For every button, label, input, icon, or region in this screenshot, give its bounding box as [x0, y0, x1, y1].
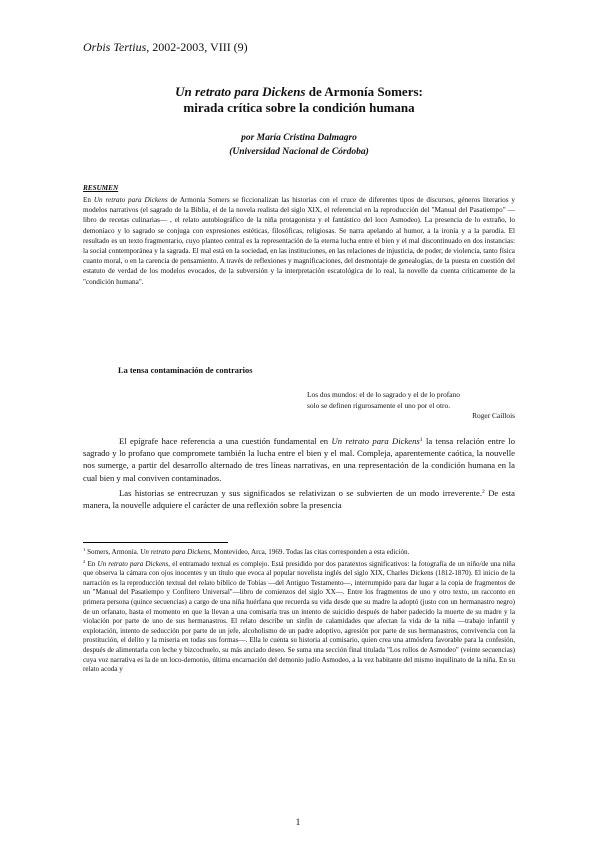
footnote-ref-2[interactable]: 2	[482, 488, 485, 495]
journal-name: Orbis Tertius	[83, 40, 147, 54]
title-rest: de Armonía Somers:	[305, 84, 423, 99]
abstract-body: de Armonía Somers se ficcionalizan las historias con el cruce de diferentes tipos de discursos, géneros literarios y modelos narrativos (el sagrado de la Biblia, el de la novela realista del siglo XIX, el referencial en la reproducción del "Manual del Pasatiempo" —libro de recetas culinarias— , el relato autobiográfico de la niña protagonista y el fantástico del loco Asmodeo). La presencia de lo extraño, lo demoníaco y lo sagrado se conjuga con expresiones estéticas, filosóficas, religiosas. Se narra apelando al humor, a la ironía y a la parodia. El resultado es un texto fragmentario, cuyo planteo central es la representación de la eterna lucha entre el bien y el mal discontinuado en dos instancias: la social contemporánea y la sagrada. El mal está en la sociedad, en las instituciones, en las relaciones de injusticia, de poder, de violencia, tanto física cuanto moral, o en la carencia de pensamiento. A través de reflexiones y magnificaciones, del desmontaje de genealogías, de la puesta en cuestión del estatuto de verdad de los modelos evocados, de la subversión y la interpretación escatológica de lo real, la novelle da cuenta críticamente de la "condición humana".	[83, 196, 515, 286]
footnote-1-italic: Un retrato para Dickens	[140, 548, 210, 556]
p2-start: Las historias se entrecruzan y sus significados se relativizan o se subvierten de un modo irreverente.	[119, 487, 482, 498]
abstract-prefix: En	[83, 196, 94, 204]
article-subtitle: mirada crítica sobre la condición humana	[183, 100, 415, 115]
epigraph-source: Roger Caillois	[472, 411, 515, 420]
footnote-2-italic: Un retrato para Dickens	[97, 559, 169, 568]
footnote-divider	[83, 542, 228, 543]
author-block	[83, 131, 515, 159]
p2-rest: De esta manera, la nouvelle adquiere el carácter de una reflexión sobre la presencia	[83, 487, 515, 511]
title-italic: Un retrato para Dickens	[175, 84, 306, 99]
footnote-2-start: En	[85, 559, 98, 568]
footnote-1-number: 1	[83, 547, 86, 552]
body-paragraph-2	[83, 487, 515, 511]
journal-issue: , 2002-2003, VIII (9)	[146, 40, 248, 54]
p1-rest: la tensa relación entre lo sagrado y lo profano que compromete también la lucha entre el bien y el mal. Compleja, aparentemente caótica, la nouvelle nos sumerge, a partir del desarrollo alternado de tres líneas narrativas, en una representación de la condición humana en la cual bien y mal conviven contaminados.	[83, 436, 515, 483]
epigraph-line-1: Los dos mundos: el de lo sagrado y el de lo profano	[307, 390, 460, 399]
footnote-2-rest: , el entramado textual es complejo. Está presidido por dos paratextos significativos: la fotografía de un niño/de una niña que observa la cámara con ojos inocentes y un título que evoca al popular novelista inglés del siglo XIX, Charles Dickens (1812-1870). El inicio de la narración es la reproducción textual del relato bíblico de Tobías —del Antiguo Testamento—, interrumpido para dar lugar a la copia de fragmentos de un "Manual del Pasatiempo y Confitero Universal"—libro de comienzos del siglo XX—. Entre los fragmentos de uno y otro texto, un racconto en primera persona (quince secuencias) a cargo de una niña huérfana que recuerda su vida desde que su madre la adoptó (justo con un hermanastro negro) de un orfanato, hasta el momento en que la llevan a una comisaría tras un intento de suicidio después de haber padecido la muerte de su madre y la violación por parte de uno de sus hermanastros. El relato describe un sinfín de calamidades que afectan la vida de la niña —trabajo infantil y explotación, intento de seducción por parte de un jefe, alcoholismo de un padre adoptivo, agresión por parte de sus hermanastros, convivencia con la prostitución, el delito y la miseria en todas sus formas—. Ella le cuenta su historia al comisario, quien crea una atmósfera favorable para la confesión, después de alimentarla con leche y bizcochuelo, su más anciado deseo. Se suma una sección final titulada "Los rollos de Asmodeo" (veinte secuencias) cuya voz narrativa es la de un loco-demonio, última encarnación del demonio judío Asmodeo, a la vez habitante del mismo inquilinato de la niña. En su relato acoda y	[83, 559, 515, 674]
section-heading: La tensa contaminación de contrarios	[118, 366, 253, 375]
abstract-italic-title: Un retrato para Dickens	[93, 196, 168, 204]
p1-start: El epígrafe hace referencia a una cuestión fundamental en	[119, 436, 332, 446]
page-number: 1	[295, 818, 301, 828]
body-paragraph-1	[83, 435, 515, 484]
footnote-1-start: Somers, Armonía.	[85, 548, 141, 556]
footnote-2	[83, 560, 515, 675]
running-header	[83, 40, 248, 55]
footnote-ref-1[interactable]: 1	[419, 437, 423, 443]
footnote-1	[83, 548, 515, 558]
footnote-2-number: 2	[83, 558, 86, 564]
article-title	[83, 84, 515, 116]
author-affiliation: (Universidad Nacional de Córdoba)	[229, 147, 369, 157]
author-name: por María Cristina Dalmagro	[241, 133, 357, 143]
epigraph-line-2: solo se definen rigurosamente el uno por el otro.	[307, 400, 451, 410]
epigraph	[307, 390, 515, 422]
footnotes	[83, 548, 515, 677]
footnote-1-rest: , Montevideo, Arca, 1969. Todas las citas corresponden a esta edición.	[209, 548, 410, 556]
body-text	[83, 435, 515, 511]
abstract-text	[83, 195, 515, 287]
abstract-heading: RESUMEN	[83, 184, 119, 192]
p1-italic: Un retrato para Dickens	[331, 436, 420, 446]
